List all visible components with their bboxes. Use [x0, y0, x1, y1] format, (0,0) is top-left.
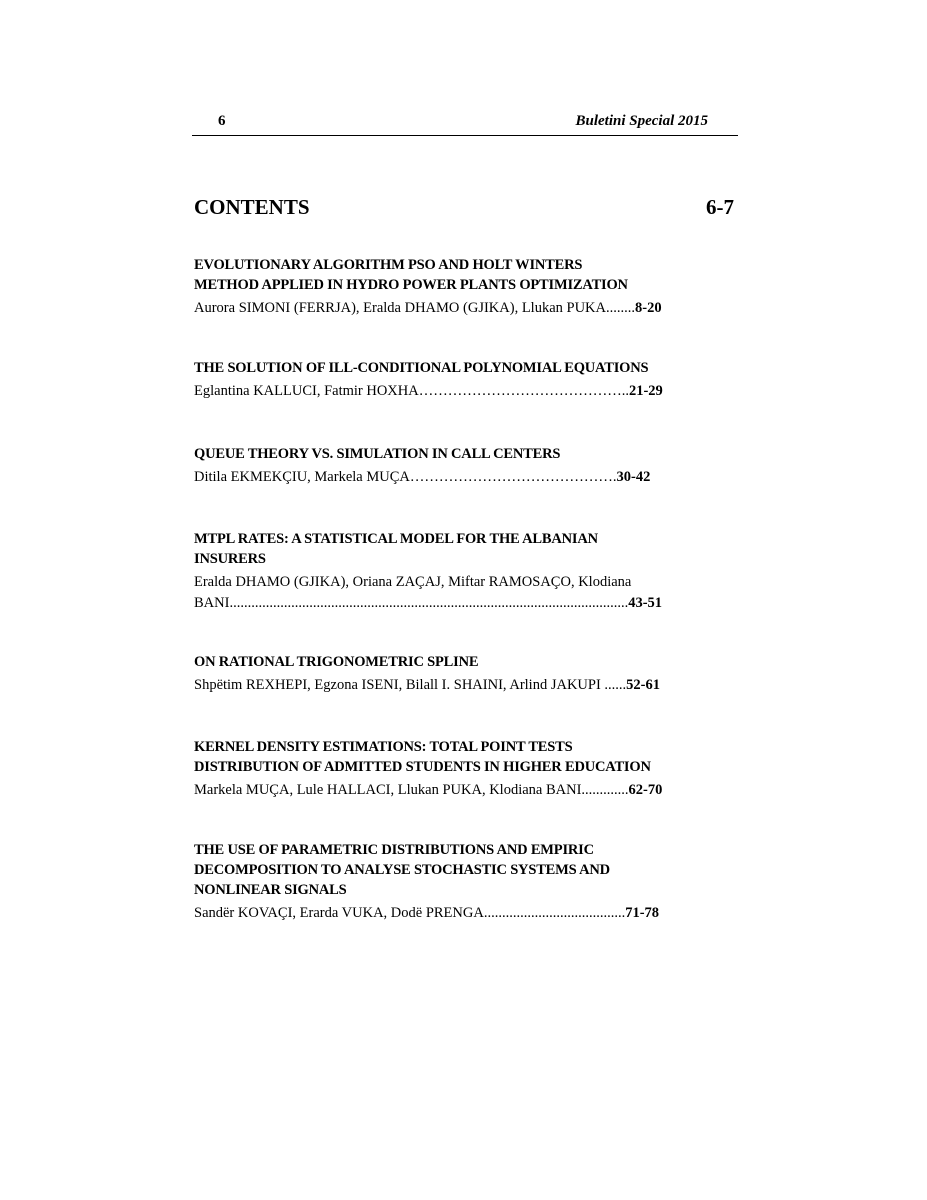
article-title-line: DISTRIBUTION OF ADMITTED STUDENTS IN HIGHER EDUCATION [194, 759, 651, 775]
page-range: 52-61 [626, 677, 660, 693]
article-authors [194, 903, 734, 924]
article-title [194, 255, 734, 295]
author-line: Aurora SIMONI (FERRJA), Eralda DHAMO (GJIKA), Llukan PUKA........ [194, 300, 635, 316]
article-title-line: THE SOLUTION OF ILL-CONDITIONAL POLYNOMIAL EQUATIONS [194, 360, 649, 376]
article-title-line: KERNEL DENSITY ESTIMATIONS: TOTAL POINT TESTS [194, 739, 573, 755]
toc-entry [194, 737, 734, 801]
article-title-line: MTPL RATES: A STATISTICAL MODEL FOR THE ALBANIAN [194, 531, 598, 547]
toc-entry [194, 444, 734, 488]
article-authors [194, 675, 734, 696]
author-line: Eralda DHAMO (GJIKA), Oriana ZAÇAJ, Miftar RAMOSAÇO, Klodiana [194, 574, 632, 590]
article-authors [194, 780, 734, 801]
article-authors [194, 381, 734, 402]
page-range: 30-42 [616, 469, 651, 485]
page-range: 8-20 [635, 300, 662, 316]
author-line: Ditila EKMEKÇIU, Markela MUÇA……………………………………. [194, 469, 617, 485]
article-authors [194, 467, 734, 488]
contents-heading [194, 195, 734, 220]
article-title-line: ON RATIONAL TRIGONOMETRIC SPLINE [194, 654, 479, 670]
article-title-line: EVOLUTIONARY ALGORITHM PSO AND HOLT WINTERS [194, 257, 583, 273]
article-title [194, 358, 734, 378]
page-range: 43-51 [628, 595, 663, 611]
toc-entry [194, 652, 734, 696]
article-title-line: THE USE OF PARAMETRIC DISTRIBUTIONS AND EMPIRIC [194, 842, 594, 858]
author-line: Eglantina KALLUCI, Fatmir HOXHA…………………………………….. [194, 383, 629, 399]
article-title-line: QUEUE THEORY VS. SIMULATION IN CALL CENTERS [194, 446, 561, 462]
author-line: Sandër KOVAÇI, Erarda VUKA, Dodë PRENGA....................................... [194, 905, 626, 921]
article-title-line: INSURERS [194, 551, 266, 567]
toc-entry [194, 529, 734, 614]
toc-entry [194, 358, 734, 402]
contents-title: CONTENTS [194, 195, 310, 219]
running-header [192, 111, 738, 136]
article-title [194, 737, 734, 777]
article-authors [194, 298, 734, 319]
toc-entry [194, 840, 734, 924]
page-number: 6 [218, 113, 226, 129]
journal-title: Buletini Special 2015 [575, 113, 708, 129]
article-title-line: METHOD APPLIED IN HYDRO POWER PLANTS OPTIMIZATION [194, 277, 628, 293]
article-title-line: NONLINEAR SIGNALS [194, 882, 347, 898]
author-line: Markela MUÇA, Lule HALLACI, Llukan PUKA, Klodiana BANI............. [194, 782, 629, 798]
article-title [194, 840, 734, 900]
article-authors [194, 572, 734, 614]
contents-page-range: 6-7 [706, 195, 734, 219]
page-range: 62-70 [628, 782, 663, 798]
page-range: 21-29 [628, 383, 663, 399]
article-title [194, 652, 734, 672]
article-title-line: DECOMPOSITION TO ANALYSE STOCHASTIC SYSTEMS AND [194, 862, 610, 878]
toc-entry [194, 255, 734, 319]
article-title [194, 529, 734, 569]
author-line: BANI.............................................................................................................. [194, 595, 629, 611]
article-title [194, 444, 734, 464]
page-range: 71-78 [625, 905, 660, 921]
author-line: Shpëtim REXHEPI, Egzona ISENI, Bilall I. SHAINI, Arlind JAKUPI ...... [194, 677, 627, 693]
